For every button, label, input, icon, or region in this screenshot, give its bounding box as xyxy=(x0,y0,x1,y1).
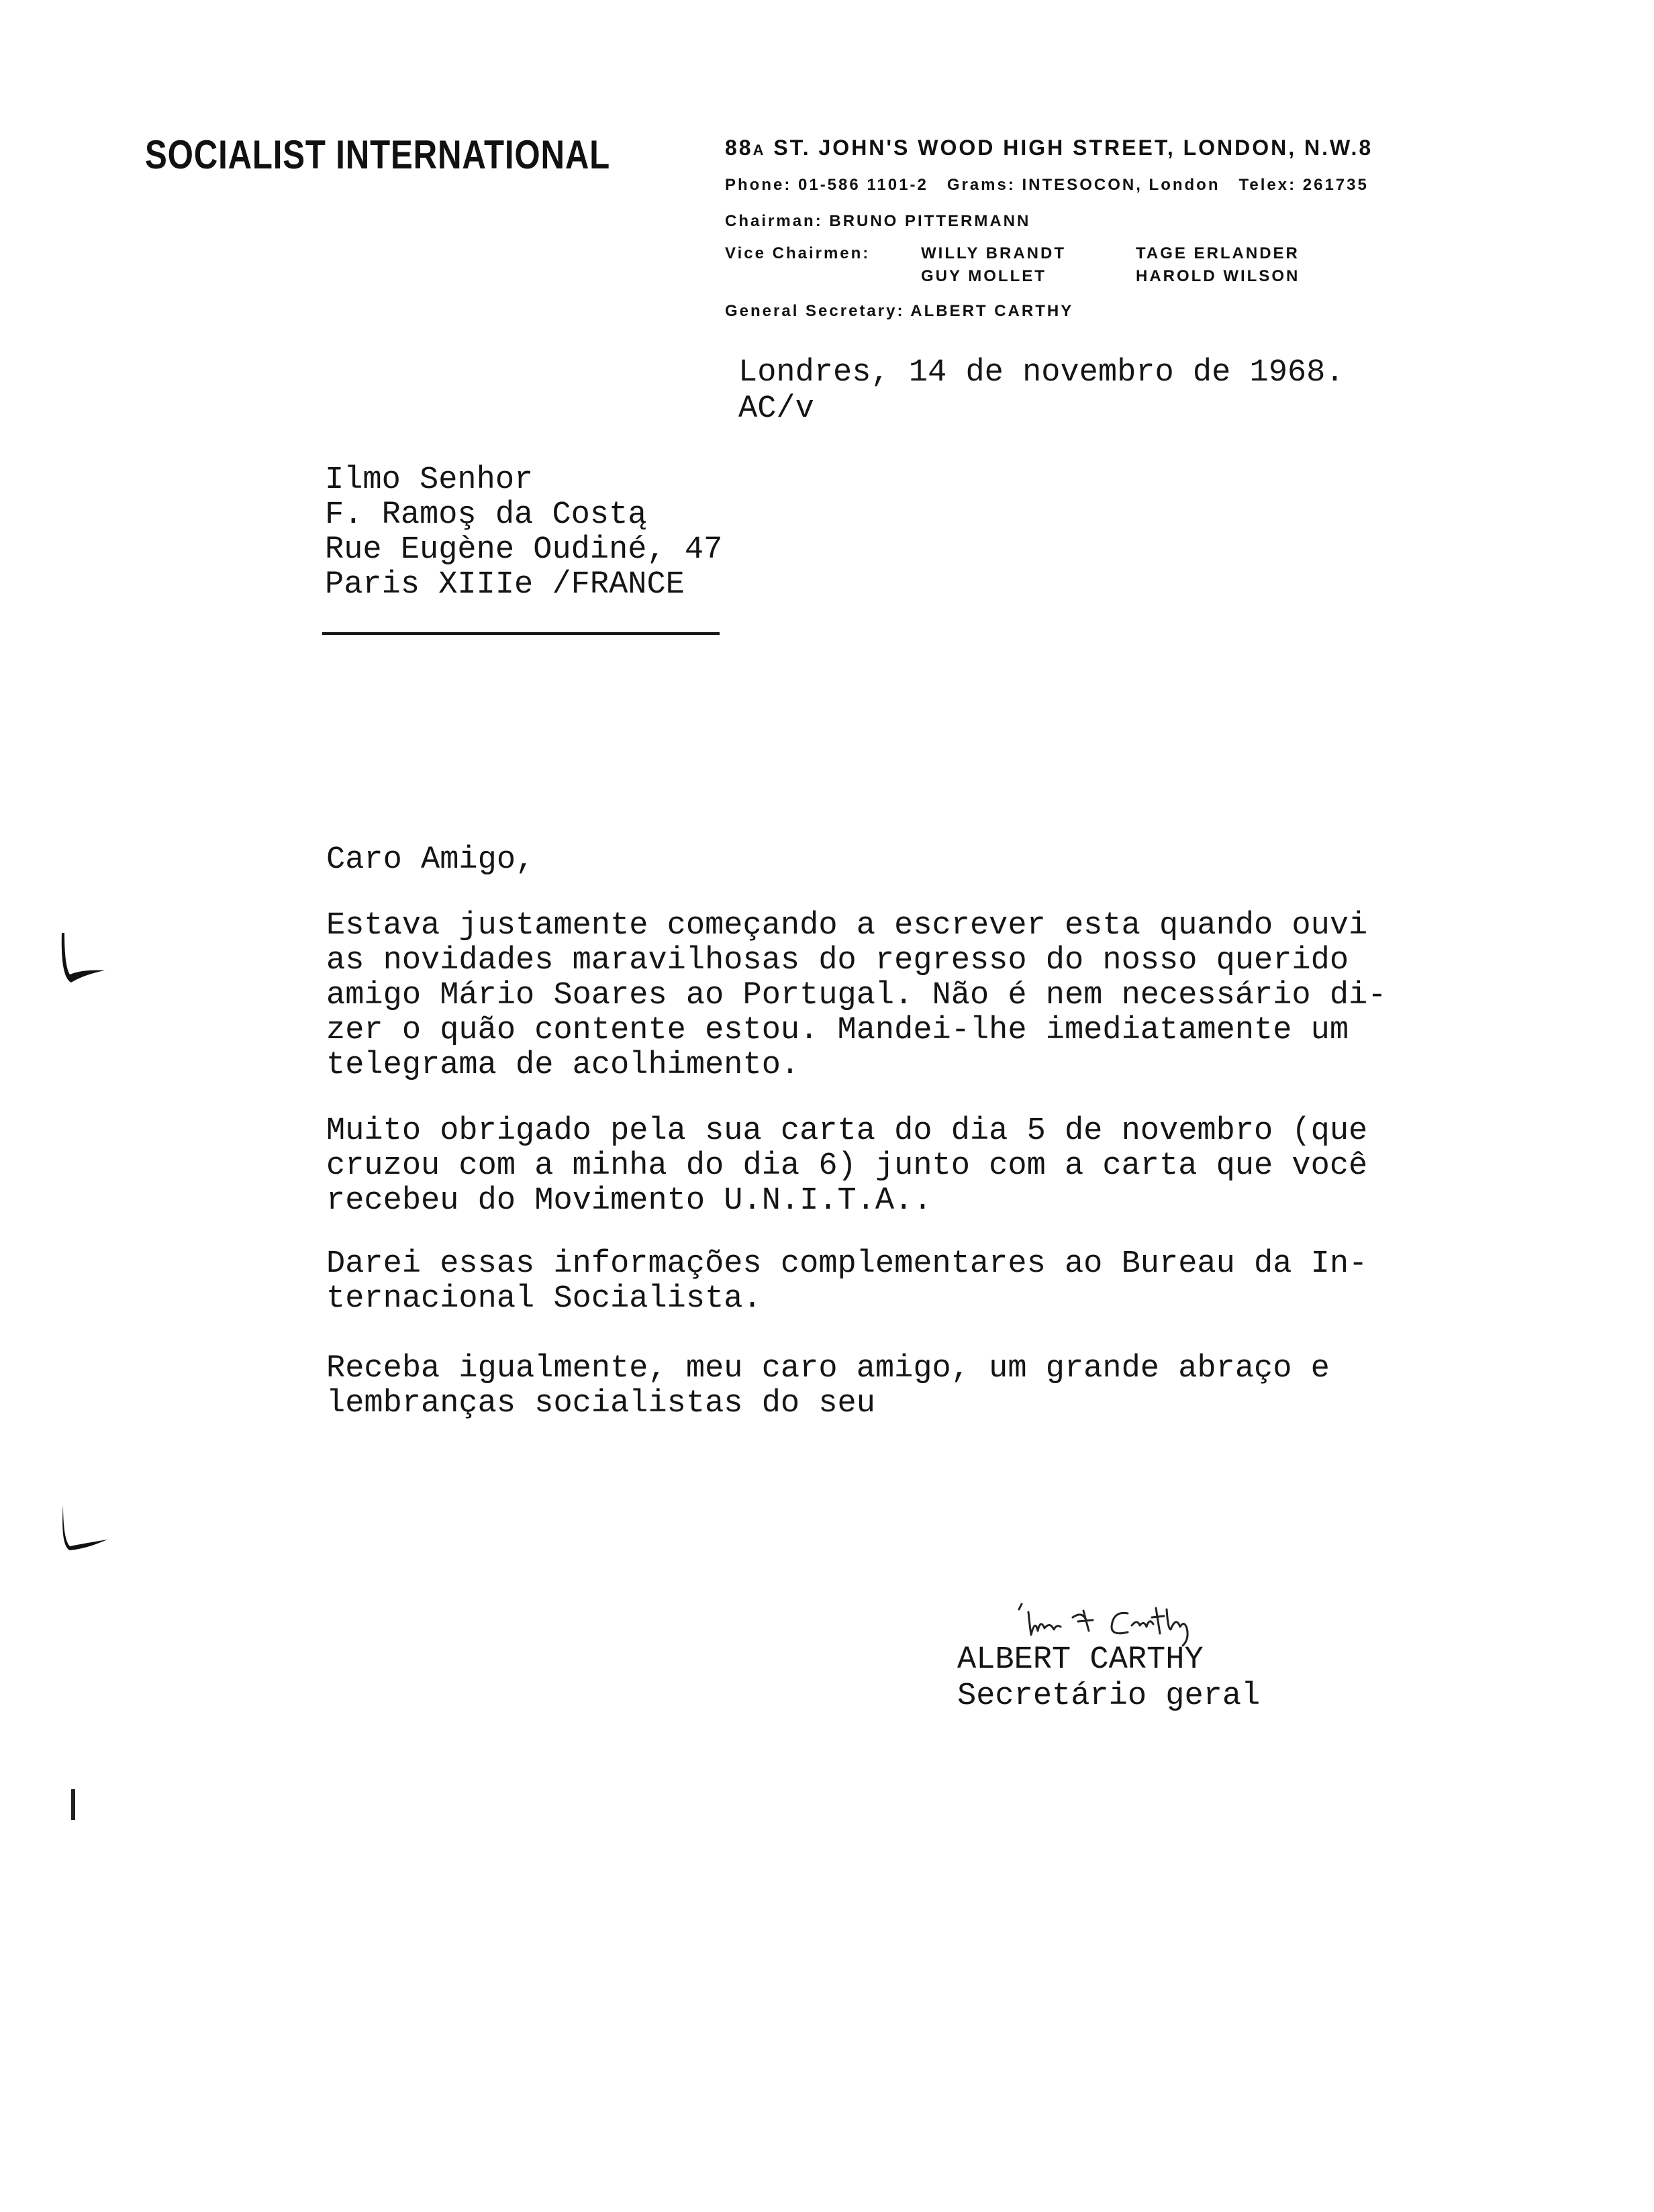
letter-reference: AC/v xyxy=(738,391,814,427)
paragraph-line: lembranças socialistas do seu xyxy=(326,1386,875,1421)
paragraph-line: Receba igualmente, meu caro amigo, um grande abraço e xyxy=(326,1351,1330,1387)
letterhead-address xyxy=(725,136,1373,160)
paragraph-line: cruzou com a minha do dia 6) junto com a carta que você xyxy=(326,1148,1368,1184)
letterhead-phone: Phone: 01-586 1101-2 xyxy=(725,176,928,194)
letterhead-general-secretary: General Secretary: ALBERT CARTHY xyxy=(725,302,1074,320)
letterhead-chairman: Chairman: BRUNO PITTERMANN xyxy=(725,212,1031,230)
letterhead-vice-chairmen xyxy=(725,244,1300,263)
recipient-line: F. Ramoş da Costą xyxy=(325,497,647,533)
paragraph-line: Darei essas informações complementares ao Bureau da In- xyxy=(326,1246,1368,1282)
letterhead-contact xyxy=(725,176,1369,195)
address-number: 88 xyxy=(725,136,753,160)
paragraph-line: recebeu do Movimento U.N.I.T.A.. xyxy=(326,1183,932,1219)
signatory-title: Secretário geral xyxy=(957,1678,1261,1714)
vice-chairman-brandt: WILLY BRANDT xyxy=(921,244,1066,262)
vice-chairman-erlander: TAGE ERLANDER xyxy=(1136,244,1300,262)
vice-chairmen-label: Vice Chairmen: xyxy=(725,244,871,262)
paragraph-line: zer o quão contente estou. Mandei-lhe imediatamente um xyxy=(326,1013,1349,1048)
paragraph-4 xyxy=(326,1352,1330,1421)
recipient-line: Rue Eugène Oudiné, 47 xyxy=(325,532,723,568)
recipient-block xyxy=(325,463,722,603)
paragraph-2 xyxy=(326,1114,1367,1219)
organization-name: SOCIALIST INTERNATIONAL xyxy=(145,132,611,177)
paragraph-3 xyxy=(326,1247,1367,1317)
letterhead-grams: Grams: INTESOCON, London xyxy=(946,176,1220,194)
recipient-line: Ilmo Senhor xyxy=(325,462,534,498)
letterhead-vice-chairmen-row2 xyxy=(921,267,1300,286)
address-suffix: A xyxy=(752,142,766,158)
paragraph-line: Muito obrigado pela sua carta do dia 5 de novembro (que xyxy=(326,1113,1368,1149)
paragraph-line: ternacional Socialista. xyxy=(326,1281,762,1317)
salutation: Caro Amigo, xyxy=(326,842,535,878)
binder-mark-icon xyxy=(51,1498,111,1558)
paragraph-line: Estava justamente começando a escrever esta quando ouvi xyxy=(326,908,1368,944)
paragraph-line: amigo Mário Soares ao Portugal. Não é nem necessário di- xyxy=(326,978,1387,1013)
letterhead-telex: Telex: 261735 xyxy=(1238,176,1369,194)
paragraph-line: as novidades maravilhosas do regresso do nosso querido xyxy=(326,943,1349,978)
paragraph-1 xyxy=(326,909,1386,1083)
letter-date: Londres, 14 de novembro de 1968. xyxy=(738,355,1345,391)
recipient-underline xyxy=(322,632,720,635)
binder-tick-mark xyxy=(71,1789,75,1820)
vice-chairman-mollet: GUY MOLLET xyxy=(921,267,1047,285)
address-street: ST. JOHN'S WOOD HIGH STREET, LONDON, N.W.8 xyxy=(765,136,1373,160)
signatory-name: ALBERT CARTHY xyxy=(957,1642,1204,1678)
recipient-line: Paris XIIIe /FRANCE xyxy=(325,567,685,603)
binder-mark-icon xyxy=(51,926,111,987)
vice-chairman-wilson: HAROLD WILSON xyxy=(1136,267,1300,285)
paragraph-line: telegrama de acolhimento. xyxy=(326,1048,800,1083)
